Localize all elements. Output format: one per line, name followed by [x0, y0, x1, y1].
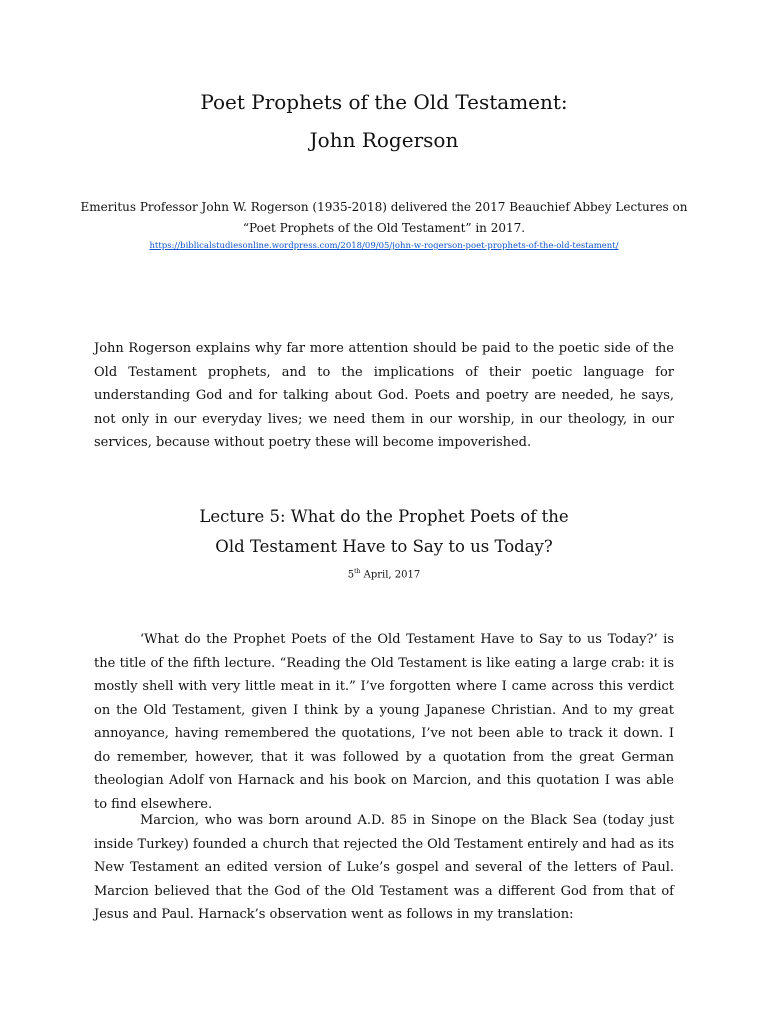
summary-paragraph: John Rogerson explains why far more attention should be paid to the poetic side of the Old Testament prophets, and to the implications of their poetic language for understanding God and for talking about God. Poets and poetry are needed, he says, not only in our everyday lives; we need them in our worship, in our theology, in our services, because without poetry these will become impoverished. [94, 341, 674, 450]
source-link[interactable]: https://biblicalstudiesonline.wordpress.com/2018/09/05/john-w-rogerson-poet-prophets-of-the-old-testament/ [149, 241, 619, 251]
lecture-title-line2: Old Testament Have to Say to us Today? [215, 537, 553, 556]
document-title-line1: Poet Prophets of the Old Testament: [200, 90, 568, 114]
lecture-title-line1: Lecture 5: What do the Prophet Poets of the [199, 507, 569, 526]
lecture-date-day: 5 [347, 569, 355, 581]
intro-line2: “Poet Prophets of the Old Testament” in 2017. [242, 221, 526, 235]
body-paragraph-1: ‘What do the Prophet Poets of the Old Testament Have to Say to us Today?’ is the title of the fifth lecture. “Reading the Old Testament is like eating a large crab: it is mostly shell with very little meat in it.” I’ve forgotten where I came across this verdict on the Old Testament, given I think by a young Japanese Christian. And to my great annoyance, having remembered the quotations, I’ve not been able to track it down. I do remember, however, that it was followed by a quotation from the great German theologian Adolf von Harnack and his book on Marcion, and this quotation I was able to find elsewhere. [94, 632, 674, 812]
body-paragraph-2: Marcion, who was born around A.D. 85 in Sinope on the Black Sea (today just inside Turkey) founded a church that rejected the Old Testament entirely and had as its New Testament an edited version of Luke’s gospel and several of the letters of Paul. Marcion believed that the God of the Old Testament was a different God from that of Jesus and Paul. Harnack’s observation went as follows in my translation: [94, 813, 674, 922]
intro-line1: Emeritus Professor John W. Rogerson (1935-2018) delivered the 2017 Beauchief Abbey Lectures on [80, 200, 688, 214]
lecture-date-rest: April, 2017 [360, 569, 421, 581]
lecture-date-suffix: th [354, 568, 361, 575]
document-title-line2: John Rogerson [309, 128, 459, 152]
lecture-date [0, 565, 768, 582]
